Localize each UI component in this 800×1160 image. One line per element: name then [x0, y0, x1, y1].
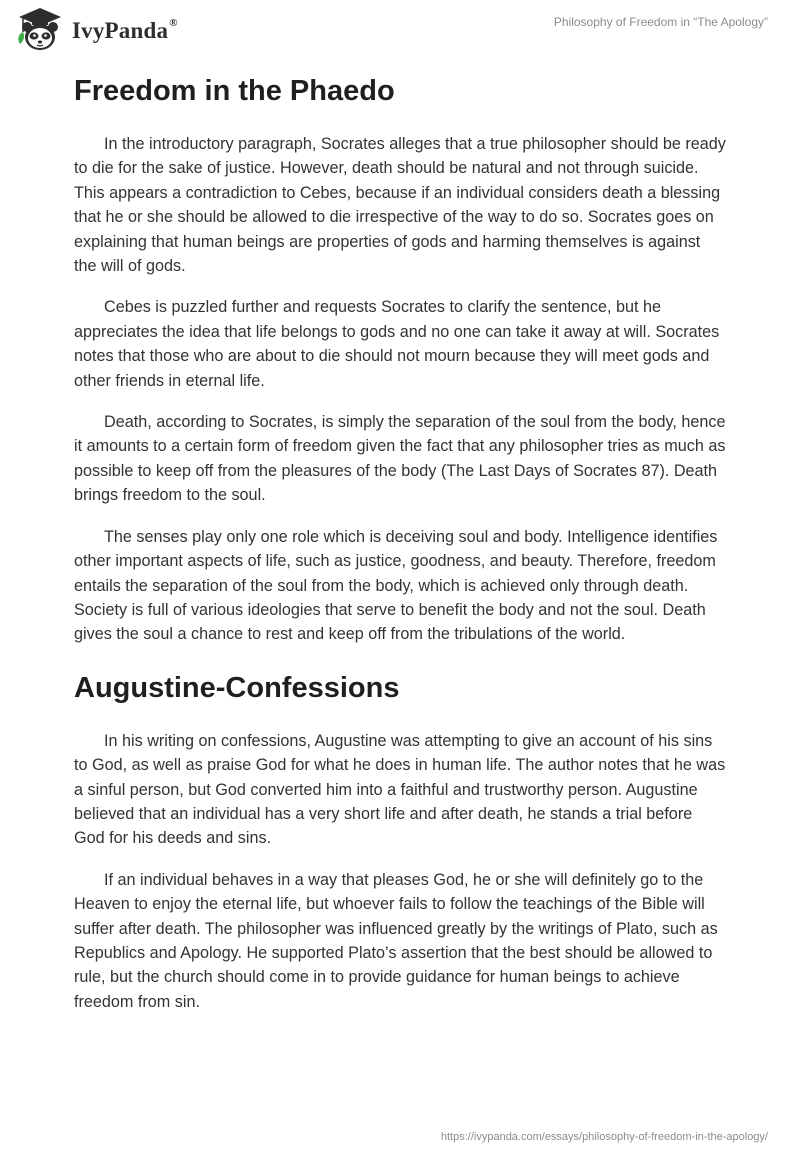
section-heading: Augustine-Confessions	[74, 671, 400, 704]
page-header	[0, 0, 800, 64]
registered-mark: ®	[169, 17, 178, 30]
paragraph: Death, according to Socrates, is simply the separation of the soul from the body, hence it amounts to a certain form of freedom given the fact that any philosopher tries as much as possible to keep off from the pleasures of the body (The Last Days of Socrates 87). Death brings freedom to the soul.	[74, 413, 726, 505]
paragraph: If an individual behaves in a way that pleases God, he or she will definitely go to the Heaven to enjoy the eternal life, but whoever fails to follow the teachings of the Bible will suffer after death. The philosopher was influenced greatly by the writings of Plato, such as Republics and Apology. He supported Plato’s assertion that the best should be allowed to rule, but the church should come in to provide guidance for human beings to achieve freedom from sin.	[74, 870, 718, 1011]
ivypanda-logo[interactable]	[14, 6, 178, 54]
paragraph: In his writing on confessions, Augustine was attempting to give an account of his sins to God, as well as praise God for what he does in human life. The author notes that he was a sinful person, but God converted him into a faithful and trustworthy person. Augustine believed that an individual has a very short life and after death, he stands a trial before God for his deeds and sins.	[74, 731, 726, 848]
paragraph: The senses play only one role which is deceiving soul and body. Intelligence identifies other important aspects of life, such as justice, goodness, and beauty. Therefore, freedom entails the separation of the soul from the body, which is achieved only through death. Society is full of various ideologies that serve to benefit the body and not the soul. Death gives the soul a chance to rest and keep off from the tribulations of the world.	[74, 527, 718, 644]
section-heading: Freedom in the Phaedo	[74, 75, 395, 107]
section-augustine-confessions	[74, 667, 726, 1014]
brand-name: IvyPanda®	[72, 17, 178, 43]
paragraph: In the introductory paragraph, Socrates alleges that a true philosopher should be ready to die for the sake of justice. However, death should be natural and not through suicide. This appears a contradiction to Cebes, because if an individual considers death a blessing that he or she should be allowed to die irrespective of the way to do so. Socrates goes on explaining that human beings are properties of gods and harming themselves is against the will of gods.	[74, 135, 726, 276]
section-freedom-in-the-phaedo	[74, 70, 726, 647]
paragraph: Cebes is puzzled further and requests Socrates to clarify the sentence, but he appreciates the idea that life belongs to gods and no one can take it away at will. Socrates notes that those who are about to die should not mourn because they will meet gods and other friends in eternal life.	[74, 298, 720, 390]
source-url[interactable]: https://ivypanda.com/essays/philosophy-of-freedom-in-the-apology/	[440, 1131, 768, 1143]
document-title: Philosophy of Freedom in “The Apology”	[553, 15, 768, 29]
panda-logo-icon	[14, 6, 66, 54]
article-body	[74, 70, 726, 1031]
